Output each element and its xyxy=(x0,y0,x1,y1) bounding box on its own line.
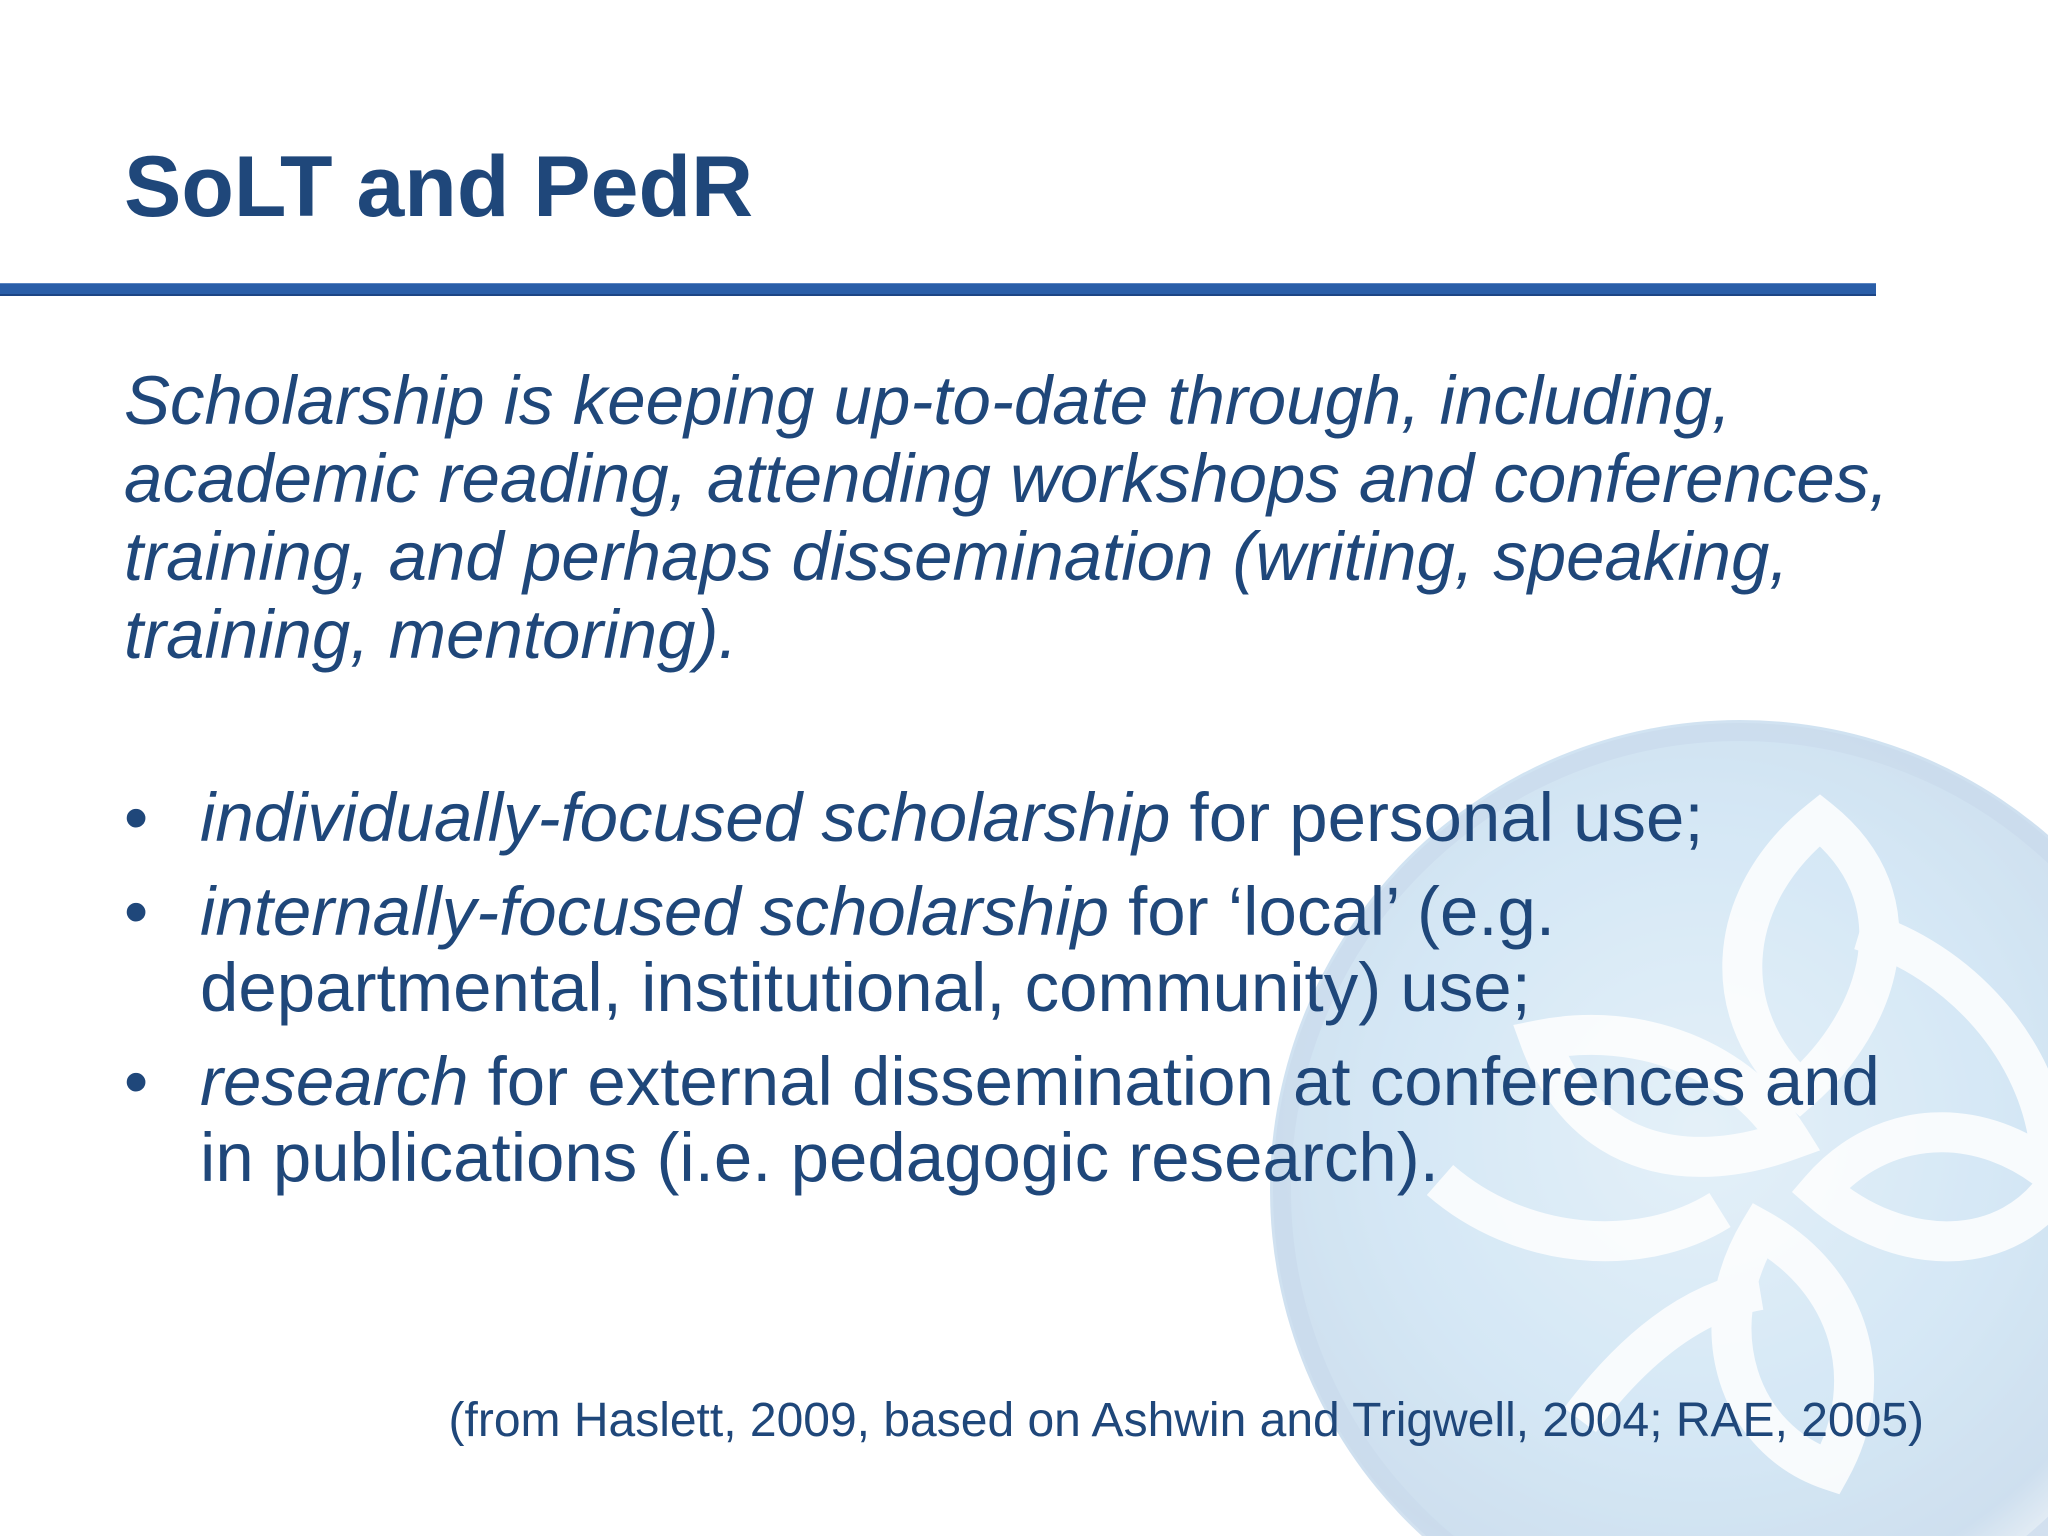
bullet-text: for personal use; xyxy=(1170,779,1704,856)
bullet-text: for external dissemination at conferences and in publications (i.e. pedagogic research). xyxy=(200,1043,1880,1196)
intro-paragraph: Scholarship is keeping up-to-date through, including, academic reading, attending workshops and conferences, training, and perhaps dissemination (writing, speaking, training, mentoring). xyxy=(124,362,1889,673)
slide-title: SoLT and PedR xyxy=(124,139,754,235)
title-divider xyxy=(0,283,1876,296)
citation: (from Haslett, 2009, based on Ashwin and Trigwell, 2004; RAE, 2005) xyxy=(448,1394,1924,1447)
bullet-list xyxy=(124,780,1924,1214)
bullet-item-individually-focused xyxy=(124,780,1924,856)
bullet-text: for ‘local’ (e.g. departmental, institutional, community) use; xyxy=(200,873,1556,1026)
bullet-icon: • xyxy=(124,873,149,950)
bullet-emphasis: individually-focused scholarship xyxy=(200,779,1171,856)
bullet-emphasis: internally-focused scholarship xyxy=(200,873,1109,950)
bullet-emphasis: research xyxy=(200,1043,469,1120)
bullet-item-internally-focused xyxy=(124,874,1924,1026)
bullet-icon: • xyxy=(124,1043,149,1120)
bullet-icon: • xyxy=(124,779,149,856)
bullet-item-research xyxy=(124,1044,1924,1196)
